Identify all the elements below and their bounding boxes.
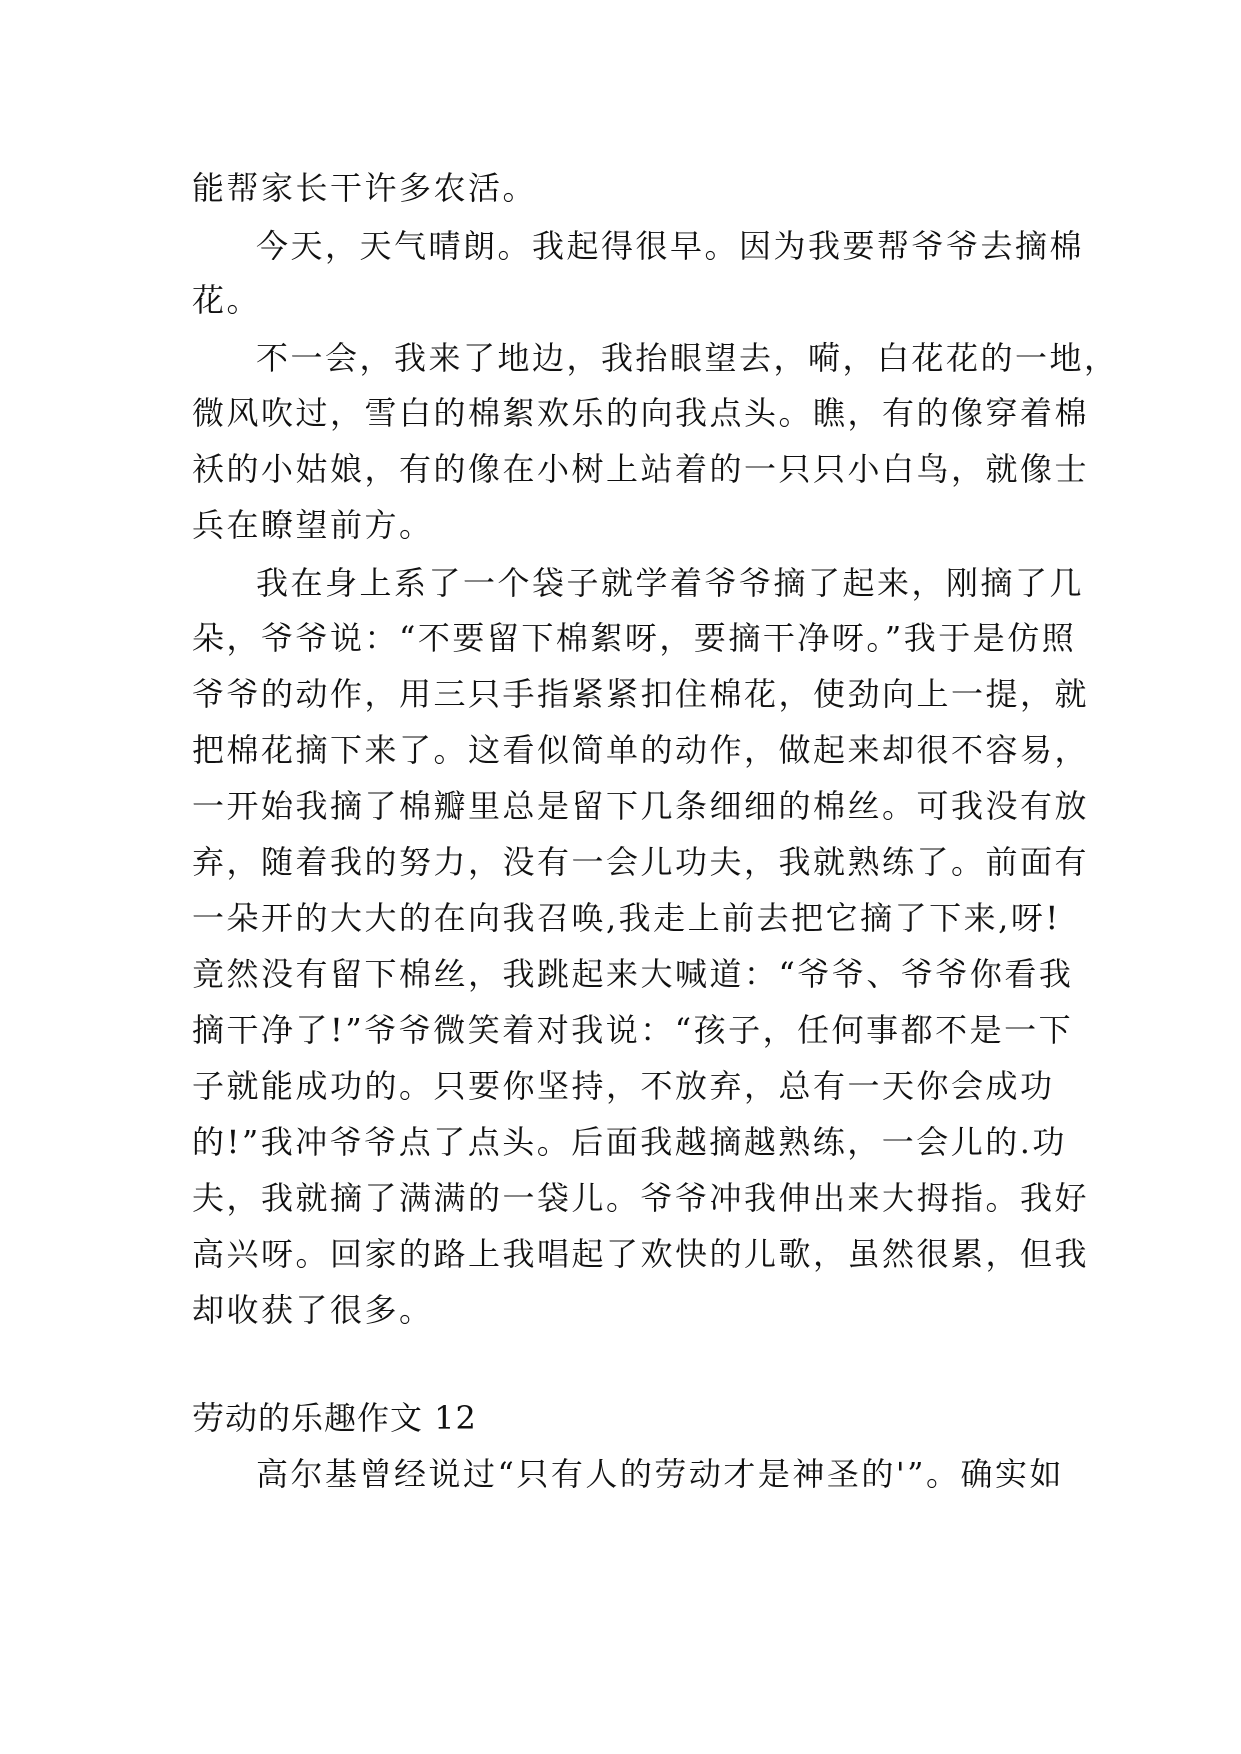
text-line: 一开始我摘了棉瓣里总是留下几条细细的棉丝。可我没有放 — [192, 787, 1090, 825]
text-line: 子就能成功的。只要你坚持，不放弃，总有一天你会成功 — [192, 1067, 1055, 1105]
text-line: 爷爷的动作，用三只手指紧紧扣住棉花，使劲向上一提，就 — [192, 675, 1090, 713]
section-heading: 劳动的乐趣作文 12 — [192, 1399, 477, 1437]
text-line: 能帮家长干许多农活。 — [192, 169, 538, 207]
text-line: 的!”我冲爷爷点了点头。后面我越摘越熟练，一会儿的.功 — [192, 1123, 1067, 1161]
text-line: 微风吹过，雪白的棉絮欢乐的向我点头。瞧，有的像穿着棉 — [192, 394, 1090, 432]
text-line: 弃，随着我的努力，没有一会儿功夫，我就熟练了。前面有 — [192, 843, 1090, 881]
text-line: 花。 — [192, 281, 262, 319]
text-line: 朵，爷爷说：“不要留下棉絮呀，要摘干净呀。”我于是仿照 — [192, 619, 1077, 657]
paragraph-first-line: 今天，天气晴朗。我起得很早。因为我要帮爷爷去摘棉 — [256, 227, 1085, 265]
text-line: 兵在瞭望前方。 — [192, 506, 434, 544]
paragraph-first-line: 不一会，我来了地边，我抬眼望去，嗬，白花花的一地， — [256, 339, 1119, 377]
text-line: 却收获了很多。 — [192, 1291, 434, 1329]
text-line: 把棉花摘下来了。这看似简单的动作，做起来却很不容易， — [192, 731, 1090, 769]
text-line: 夫，我就摘了满满的一袋儿。爷爷冲我伸出来大拇指。我好 — [192, 1179, 1090, 1217]
text-line: 竟然没有留下棉丝，我跳起来大喊道：“爷爷、爷爷你看我 — [192, 955, 1074, 993]
text-line: 摘干净了!”爷爷微笑着对我说：“孩子，任何事都不是一下 — [192, 1011, 1074, 1049]
text-line: 一朵开的大大的在向我召唤,我走上前去把它摘了下来,呀! — [192, 899, 1061, 937]
paragraph-first-line: 高尔基曾经说过“只有人的劳动才是神圣的'”。确实如 — [256, 1455, 1065, 1493]
text-line: 高兴呀。回家的路上我唱起了欢快的儿歌，虽然很累，但我 — [192, 1235, 1090, 1273]
paragraph-first-line: 我在身上系了一个袋子就学着爷爷摘了起来，刚摘了几 — [256, 564, 1085, 602]
text-line: 袄的小姑娘，有的像在小树上站着的一只只小白鸟，就像士 — [192, 450, 1090, 488]
